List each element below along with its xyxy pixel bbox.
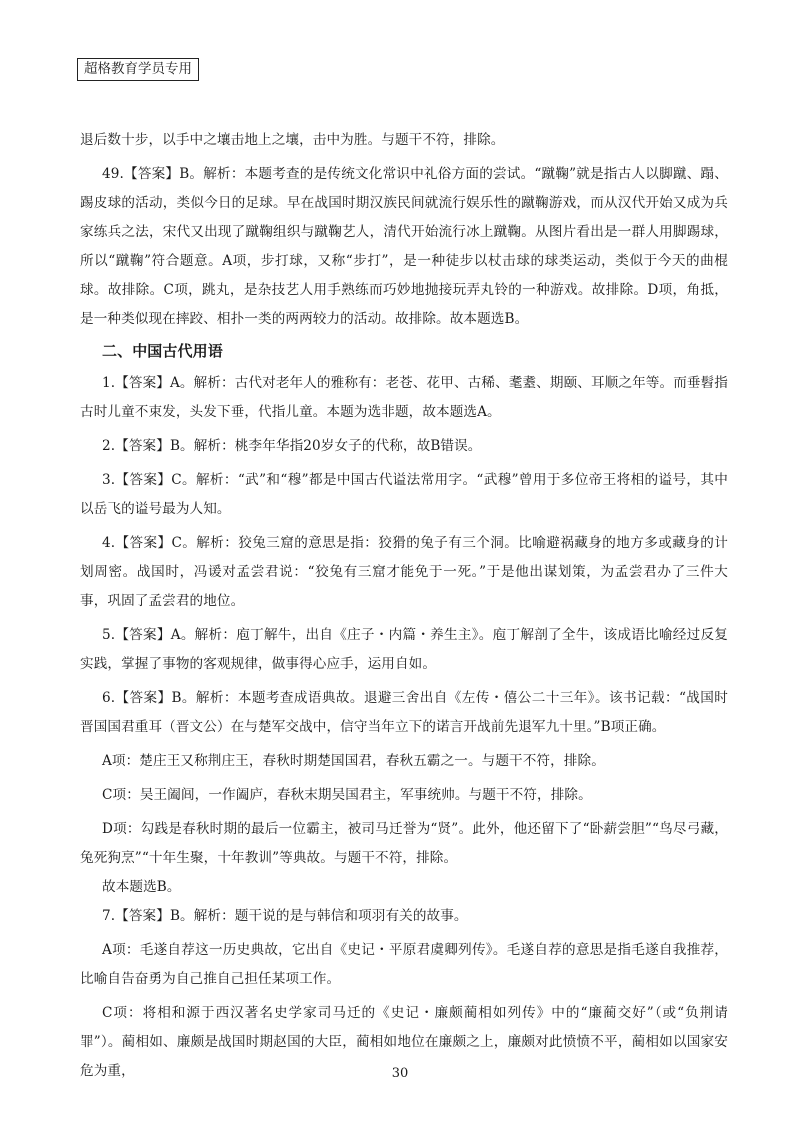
answer-5: 5.【答案】A。解析：庖丁解牛，出自《庄子・内篇・养生主》。庖丁解剖了全牛，该成语比喻经过反复实践，掌握了事物的客观规律，做事得心应手，运用自如。 [80, 627, 728, 672]
page-number: 30 [391, 1066, 409, 1081]
header-label: 超格教育学员专用 [77, 58, 199, 81]
answer-6-option-a: A项：楚庄王又称荆庄王，春秋时期楚国国君，春秋五霸之一。与题干不符，排除。 [102, 753, 605, 769]
answer-7-option-a: A项：毛遂自荐这一历史典故，它出自《史记・平原君虞卿列传》。毛遂自荐的意思是指毛遂自我推荐，比喻自告奋勇为自己推自己担任某项工作。 [80, 942, 728, 987]
answer-6-conclusion: 故本题选B。 [102, 879, 181, 895]
answer-2: 2.【答案】B。解析：桃李年华指20岁女子的代称，故B错误。 [102, 438, 482, 454]
answer-1: 1.【答案】A。解析：古代对老年人的雅称有：老苍、花甲、古稀、耄耋、期颐、耳顺之年等。而垂髫指古时儿童不束发，头发下垂，代指儿童。本题为选非题，故本题选A。 [80, 375, 728, 420]
answer-7-option-c: C项：将相和源于西汉著名史学家司马迁的《史记・廉颇蔺相如列传》中的“廉蔺交好”（或“负荆请罪”）。蔺相如、廉颇是战国时期赵国的大臣，蔺相如地位在廉颇之上，廉颇对此愤愤不平，蔺相如以国家安危为重， [80, 1005, 728, 1079]
answer-6-option-c: C项：吴王阖闾，一作阖庐，春秋末期吴国君主，军事统帅。与题干不符，排除。 [102, 787, 592, 803]
paragraph-continuation: 退后数十步，以手中之壤击地上之壤，击中为胜。与题干不符，排除。 [80, 132, 505, 148]
answer-6: 6.【答案】B。解析：本题考查成语典故。退避三舍出自《左传・僖公二十三年》。该书记载：“战国时晋国国君重耳（晋文公）在与楚军交战中，信守当年立下的诺言开战前先退军九十里。”B项正确。 [80, 690, 728, 735]
answer-6-option-d: D项：勾践是春秋时期的最后一位霸主，被司马迁誉为“贤”。此外，他还留下了“卧薪尝胆”“鸟尽弓藏，兔死狗烹”“十年生聚，十年教训”等典故。与题干不符，排除。 [80, 821, 728, 866]
answer-49: 49.【答案】B。解析：本题考查的是传统文化常识中礼俗方面的尝试。“蹴鞠”就是指古人以脚蹴、蹋、踢皮球的活动，类似今日的足球。早在战国时期汉族民间就流行娱乐性的蹴鞠游戏，而从汉代开始又成为兵家练兵之法，宋代又出现了蹴鞠组织与蹴鞠艺人，清代开始流行冰上蹴鞠。从图片看出是一群人用脚踢球，所以“蹴鞠”符合题意。A项，步打球，又称“步打”，是一种徒步以杖击球的球类运动，类似于今天的曲棍球。故排除。C项，跳丸，是杂技艺人用手熟练而巧妙地抛接玩弄丸铃的一种游戏。故排除。D项，角抵，是一种类似现在摔跤、相扑一类的两两较力的活动。故排除。故本题选B。 [80, 166, 728, 327]
answer-4: 4.【答案】C。解析：狡兔三窟的意思是指：狡猾的兔子有三个洞。比喻避祸藏身的地方多或藏身的计划周密。战国时，冯谖对孟尝君说：“狡兔有三窟才能免于一死。”于是他出谋划策，为孟尝君办了三件大事，巩固了孟尝君的地位。 [80, 535, 728, 609]
answer-7: 7.【答案】B。解析：题干说的是与韩信和项羽有关的故事。 [102, 908, 468, 924]
document-body [80, 126, 728, 1086]
answer-3: 3.【答案】C。解析：“武”和“穆”都是中国古代谥法常用字。“武穆”曾用于多位帝王将相的谥号，其中以岳飞的谥号最为人知。 [80, 472, 728, 517]
section-heading: 二、中国古代用语 [102, 342, 223, 360]
